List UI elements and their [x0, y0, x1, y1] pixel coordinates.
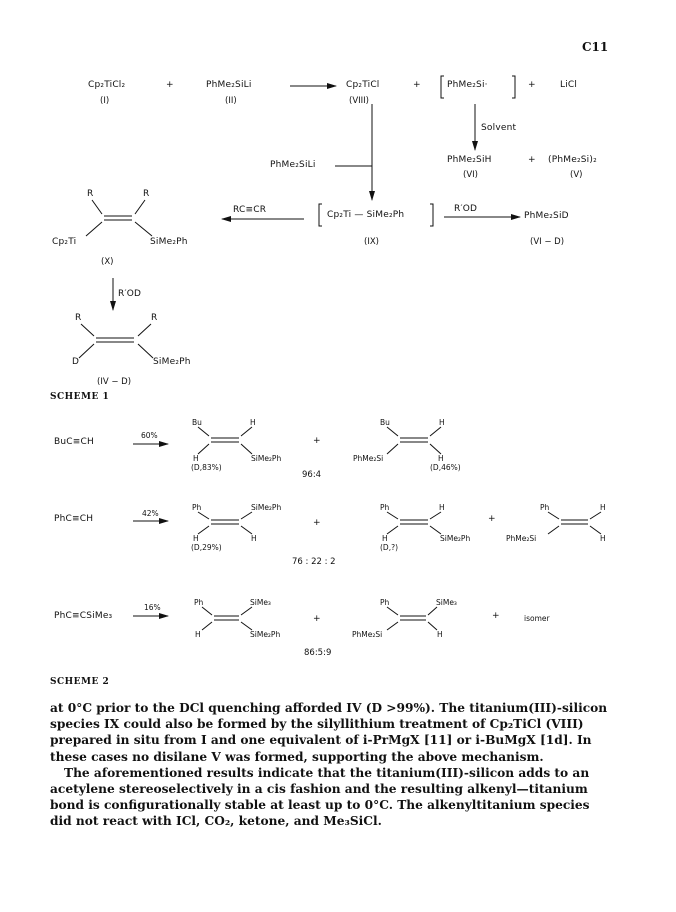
- row1-yield: 60%: [141, 431, 158, 440]
- label-vi-d: (VI − D): [530, 237, 565, 247]
- row3-p2-bl: PhMe₂Si: [352, 630, 383, 639]
- row1-p2-br: H: [438, 454, 444, 463]
- row1-p1-tr: H: [250, 418, 256, 427]
- licl: LiCl: [560, 80, 578, 90]
- phme2sid: PhMe₂SiD: [524, 211, 569, 221]
- row2-plus-1: +: [313, 518, 321, 528]
- row3-isomer: isomer: [524, 614, 550, 623]
- row3-p2-tl: Ph: [380, 598, 390, 607]
- ivd-si: SiMe₂Ph: [153, 357, 191, 367]
- disilane: (PhMe₂Si)₂: [548, 155, 597, 165]
- row3-p1-br: SiMe₂Ph: [250, 630, 281, 639]
- row1-p2-bl: PhMe₂Si: [353, 454, 384, 463]
- row1-p1-note: (D,83%): [191, 463, 222, 472]
- row3-reactant: PhC≡CSiMe₃: [54, 611, 113, 621]
- row3-yield: 16%: [144, 603, 161, 612]
- row2-p1-tl: Ph: [192, 503, 202, 512]
- row2-p1-br: H: [251, 534, 257, 543]
- x-r1: R: [87, 189, 94, 199]
- row3-p1-tl: Ph: [194, 598, 204, 607]
- label-i: (I): [100, 96, 110, 106]
- row3-p2-br: H: [437, 630, 443, 639]
- solvent-label: Solvent: [481, 123, 517, 133]
- silyl-radical: PhMe₂Si·: [447, 80, 488, 90]
- row2-p1-bl: H: [193, 534, 199, 543]
- row1-p2-tl: Bu: [380, 418, 390, 427]
- page-number: C11: [582, 40, 609, 54]
- row2-p2-bl: H: [382, 534, 388, 543]
- row2-p1-tr: SiMe₂Ph: [251, 503, 282, 512]
- row2-p2-br: SiMe₂Ph: [440, 534, 471, 543]
- scheme2-label: SCHEME 2: [50, 677, 110, 687]
- body-text: [50, 700, 610, 830]
- row2-p3-tl: Ph: [540, 503, 550, 512]
- row1-reactant: BuC≡CH: [54, 437, 94, 447]
- row2-ratio: 76 : 22 : 2: [292, 557, 336, 567]
- row3-p1-bl: H: [195, 630, 201, 639]
- row3-plus-2: +: [492, 611, 500, 621]
- label-viii: (VIII): [349, 96, 369, 106]
- row3-plus-1: +: [313, 614, 321, 624]
- rod-reagent-1: R′OD: [454, 204, 478, 214]
- row2-p3-br: H: [600, 534, 606, 543]
- x-cp2ti: Cp₂Ti: [52, 237, 77, 247]
- label-ii: (II): [225, 96, 237, 106]
- label-vi: (VI): [463, 170, 478, 180]
- silyllithium-reagent: PhMe₂SiLi: [270, 160, 316, 170]
- ivd-d: D: [72, 357, 80, 367]
- alkyne-reagent: RC≡CR: [233, 205, 267, 215]
- label-iv-d: (IV − D): [97, 377, 132, 387]
- plus-1: +: [166, 80, 174, 90]
- row1-p1-br: SiMe₂Ph: [251, 454, 282, 463]
- row2-reactant: PhC≡CH: [54, 514, 94, 524]
- paragraph-1: at 0°C prior to the DCl quenching afforded IV (D >99%). The titanium(III)-silicon species IX could also be formed by the silyllithium treatment of Cp₂TiCl (VIII) prepared in situ from I and one equivalent of i-PrMgX [11] or i-BuMgX [1d]. In these cases no disilane V was formed, supporting the above mechanism.: [50, 701, 608, 764]
- scheme1-label: SCHEME 1: [50, 392, 110, 402]
- label-x: (X): [101, 257, 114, 267]
- label-v: (V): [570, 170, 583, 180]
- row1-p1-bl: H: [193, 454, 199, 463]
- row2-yield: 42%: [142, 509, 159, 518]
- ivd-r1: R: [75, 313, 82, 323]
- row1-plus: +: [313, 436, 321, 446]
- cp2ticl: Cp₂TiCl: [346, 80, 380, 90]
- row2-p2-tr: H: [439, 503, 445, 512]
- cp2ticl2: Cp₂TiCl₂: [88, 80, 126, 90]
- row3-p1-tr: SiMe₃: [250, 598, 271, 607]
- row3-ratio: 86:5:9: [304, 648, 332, 658]
- row2-plus-2: +: [488, 514, 496, 524]
- row1-p2-tr: H: [439, 418, 445, 427]
- row1-p2-note: (D,46%): [430, 463, 461, 472]
- plus-2: +: [413, 80, 421, 90]
- row3-p2-tr: SiMe₃: [436, 598, 457, 607]
- ivd-r2: R: [151, 313, 158, 323]
- phme2sih: PhMe₂SiH: [447, 155, 492, 165]
- rod-reagent-2: R′OD: [118, 289, 142, 299]
- row2-p1-note: (D,29%): [191, 543, 222, 552]
- plus-3: +: [528, 80, 536, 90]
- phme2sili: PhMe₂SiLi: [206, 80, 252, 90]
- label-ix: (IX): [364, 237, 379, 247]
- x-r2: R: [143, 189, 150, 199]
- x-si: SiMe₂Ph: [150, 237, 188, 247]
- row2-p3-tr: H: [600, 503, 606, 512]
- row1-p1-tl: Bu: [192, 418, 202, 427]
- row2-p3-bl: PhMe₂Si: [506, 534, 537, 543]
- row1-ratio: 96:4: [302, 470, 322, 480]
- paragraph-2: The aforementioned results indicate that the titanium(III)-silicon adds to an acetylene stereoselectively in a cis fashion and the resulting alkenyl—titanium bond is configurationally stable at least up to 0°C. The alkenyltitanium species did not react with ICl, CO₂, ketone, and Me₃SiCl.: [50, 765, 590, 829]
- row2-p2-tl: Ph: [380, 503, 390, 512]
- row2-p2-note: (D,?): [380, 543, 398, 552]
- plus-4: +: [528, 155, 536, 165]
- ix-species: Cp₂Ti — SiMe₂Ph: [327, 210, 405, 220]
